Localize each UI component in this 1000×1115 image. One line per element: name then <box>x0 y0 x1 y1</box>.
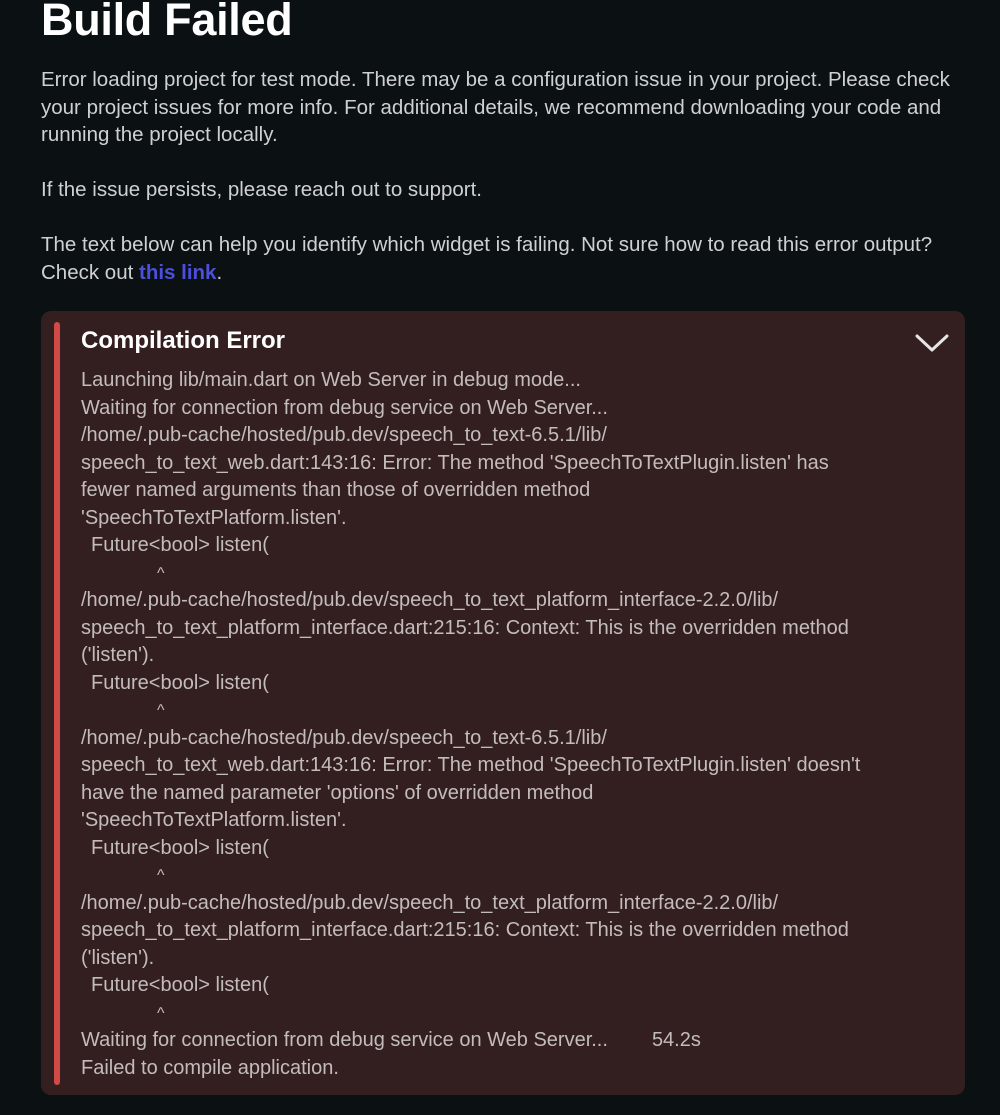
log-line: ^ <box>157 702 165 719</box>
help-link[interactable]: this link <box>139 260 217 284</box>
log-line: Waiting for connection from debug service on Web Server... <box>81 396 608 419</box>
error-log <box>81 367 951 1082</box>
log-line: ^ <box>157 867 165 884</box>
log-line: have the named parameter 'options' of overridden method <box>81 781 594 804</box>
intro-paragraph-3 <box>41 231 971 286</box>
chevron-down-icon[interactable] <box>915 333 949 353</box>
intro-p3-end: . <box>216 260 223 284</box>
intro-paragraph-1: Error loading project for test mode. There may be a configuration issue in your project. Please check your project issues for more info. For additional details, we recommend downloading your code and running the project locally. <box>41 68 950 146</box>
intro-text <box>41 66 971 314</box>
log-line: /home/.pub-cache/hosted/pub.dev/speech_to_text-6.5.1/lib/ <box>81 424 607 446</box>
panel-title: Compilation Error <box>81 327 286 354</box>
log-line: Future<bool> listen( <box>91 671 269 694</box>
log-line-failed: Failed to compile application. <box>81 1056 339 1079</box>
log-line: fewer named arguments than those of overridden method <box>81 479 591 501</box>
log-line: speech_to_text_web.dart:143:16: Error: The method 'SpeechToTextPlugin.listen' has <box>81 451 829 474</box>
log-line: 'SpeechToTextPlatform.listen'. <box>81 809 347 831</box>
log-line: speech_to_text_platform_interface.dart:215:16: Context: This is the overridden method <box>81 616 849 639</box>
log-line: ('listen'). <box>81 946 155 969</box>
page-title: Build Failed <box>41 0 293 45</box>
log-line: Launching lib/main.dart on Web Server in debug mode... <box>81 369 581 391</box>
waiting-text: Waiting for connection from debug service on Web Server... <box>81 1029 608 1051</box>
log-line: /home/.pub-cache/hosted/pub.dev/speech_to_text_platform_interface-2.2.0/lib/ <box>81 589 779 611</box>
log-line: /home/.pub-cache/hosted/pub.dev/speech_to_text_platform_interface-2.2.0/lib/ <box>81 891 779 914</box>
log-line: speech_to_text_platform_interface.dart:215:16: Context: This is the overridden method <box>81 919 849 941</box>
intro-p3-text: The text below can help you identify which widget is failing. Not sure how to read this error output? Check out <box>41 233 933 284</box>
log-line: ('listen'). <box>81 644 155 666</box>
log-line: 'SpeechToTextPlatform.listen'. <box>81 506 347 529</box>
log-line: /home/.pub-cache/hosted/pub.dev/speech_to_text-6.5.1/lib/ <box>81 726 607 749</box>
compilation-error-panel <box>41 311 965 1095</box>
log-line: Future<bool> listen( <box>91 974 269 996</box>
log-line: ^ <box>157 1004 165 1022</box>
log-line: speech_to_text_web.dart:143:16: Error: The method 'SpeechToTextPlugin.listen' doesn't <box>81 754 861 776</box>
intro-paragraph-2: If the issue persists, please reach out to support. <box>41 178 482 201</box>
log-line-waiting <box>81 1027 951 1055</box>
log-line: Future<bool> listen( <box>91 534 269 556</box>
log-line: Future<bool> listen( <box>91 836 269 859</box>
waiting-time: 54.2s <box>651 1029 701 1051</box>
log-line: ^ <box>157 564 165 582</box>
error-accent-bar <box>54 322 60 1085</box>
